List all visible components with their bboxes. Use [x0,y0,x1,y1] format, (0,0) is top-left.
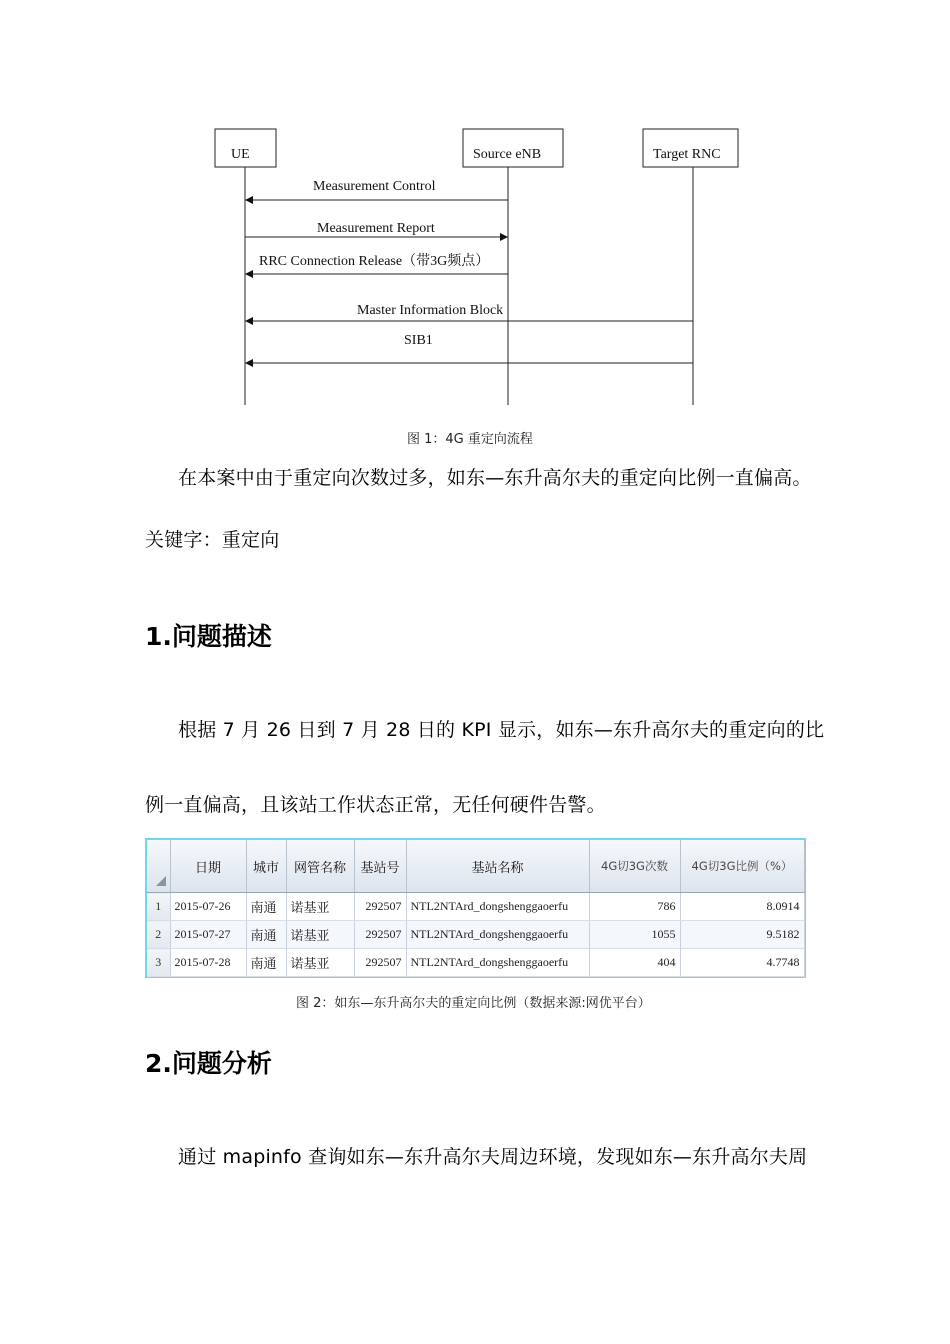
cell-date: 2015-07-28 [170,949,246,977]
cell-city: 南通 [246,921,286,949]
column-header-site-name[interactable]: 基站名称 [406,840,589,893]
cell-handover-count: 1055 [589,921,680,949]
section-1-paragraph-line-1: 根据 7 月 26 日到 7 月 28 日的 KPI 显示，如东—东升高尔夫的重定向的比 [178,719,825,741]
cell-handover-count: 404 [589,949,680,977]
select-all-corner[interactable] [147,840,170,893]
cell-nms-name: 诺基亚 [286,893,354,921]
kpi-table-frame [145,838,806,978]
table-row [147,893,804,921]
cell-date: 2015-07-27 [170,921,246,949]
column-header-handover-count[interactable]: 4G切3G次数 [589,840,680,893]
cell-site-id: 292507 [354,921,406,949]
entity-target-rnc [643,129,738,167]
figure-1-caption: 图 1：4G 重定向流程 [407,432,533,447]
row-number[interactable]: 2 [147,921,170,949]
svg-text:SIB1: SIB1 [404,333,433,348]
section-2-paragraph-line-1: 通过 mapinfo 查询如东—东升高尔夫周边环境，发现如东—东升高尔夫周 [178,1146,808,1168]
table-row [147,921,804,949]
cell-handover-ratio: 4.7748 [680,949,804,977]
kpi-table [147,840,805,977]
row-number[interactable]: 3 [147,949,170,977]
figure-2-caption: 图 2：如东—东升高尔夫的重定向比例（数据来源:网优平台） [296,996,651,1011]
cell-site-name: NTL2NTArd_dongshenggaoerfu [406,893,589,921]
cell-site-name: NTL2NTArd_dongshenggaoerfu [406,921,589,949]
section-2-heading: 2.问题分析 [145,1049,272,1078]
sequence-diagram [0,0,950,420]
cell-site-id: 292507 [354,949,406,977]
cell-city: 南通 [246,949,286,977]
column-header-site-id[interactable]: 基站号 [354,840,406,893]
svg-text:Master Information Block: Master Information Block [357,303,504,318]
keywords-line: 关键字：重定向 [145,529,280,551]
column-header-date[interactable]: 日期 [170,840,246,893]
table-row [147,949,804,977]
section-1-heading: 1.问题描述 [145,622,272,651]
row-number[interactable]: 1 [147,893,170,921]
table-header-row [147,840,804,893]
svg-text:Measurement Report: Measurement Report [317,221,435,236]
entity-source-enb-label: Source eNB [473,147,542,162]
cell-nms-name: 诺基亚 [286,949,354,977]
message-measurement-report [245,221,507,237]
message-measurement-control [246,179,508,200]
cell-handover-count: 786 [589,893,680,921]
cell-handover-ratio: 9.5182 [680,921,804,949]
section-1-paragraph-line-2: 例一直偏高，且该站工作状态正常，无任何硬件告警。 [145,794,606,816]
message-sib1 [246,333,693,363]
column-header-nms-name[interactable]: 网管名称 [286,840,354,893]
cell-site-name: NTL2NTArd_dongshenggaoerfu [406,949,589,977]
cell-date: 2015-07-26 [170,893,246,921]
entity-ue [215,129,276,167]
cell-city: 南通 [246,893,286,921]
entity-target-rnc-label: Target RNC [653,147,721,162]
svg-text:RRC Connection Release（带3G频点）: RRC Connection Release（带3G频点） [259,254,490,269]
cell-handover-ratio: 8.0914 [680,893,804,921]
svg-text:Measurement Control: Measurement Control [313,179,436,194]
message-master-information-block [246,303,693,321]
column-header-city[interactable]: 城市 [246,840,286,893]
entity-source-enb [463,129,563,167]
entity-ue-label: UE [231,147,250,162]
intro-paragraph: 在本案中由于重定向次数过多，如东—东升高尔夫的重定向比例一直偏高。 [178,467,812,489]
cell-nms-name: 诺基亚 [286,921,354,949]
column-header-handover-ratio[interactable]: 4G切3G比例（%） [680,840,804,893]
message-rrc-connection-release [246,252,508,274]
cell-site-id: 292507 [354,893,406,921]
